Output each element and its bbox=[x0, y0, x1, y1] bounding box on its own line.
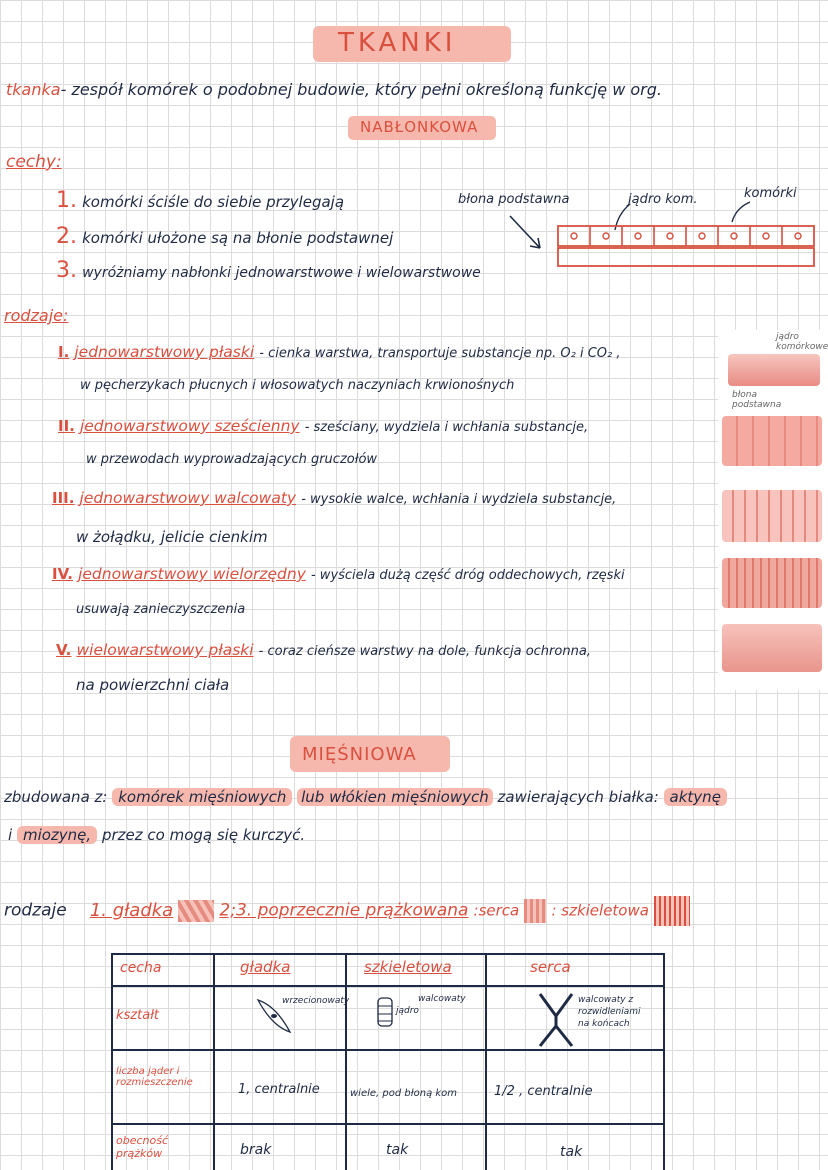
muscle-type-heart: :serca bbox=[473, 901, 520, 920]
type-name: jednowarstwowy walcowaty bbox=[79, 489, 297, 507]
type-desc: - wysokie walce, wchłania i wydziela substancje, bbox=[301, 492, 617, 507]
muscle-highlight-actin: aktynę bbox=[664, 788, 727, 806]
page-title: TKANKI bbox=[338, 28, 457, 58]
type-number: II. bbox=[58, 417, 75, 435]
muscle-type-skeletal: : szkieletowa bbox=[551, 901, 649, 920]
skeletal-cell-sketch bbox=[376, 996, 396, 1028]
epithelium-type-2 bbox=[58, 416, 588, 435]
definition-term: tkanka bbox=[6, 80, 61, 99]
stratified-squamous-illustration bbox=[722, 624, 822, 672]
table-header-heart: serca bbox=[530, 958, 571, 976]
skeletal-muscle-thumb bbox=[654, 896, 690, 926]
cuboidal-illustration bbox=[722, 416, 822, 466]
diagram-label-membrane: błona podstawna bbox=[458, 192, 570, 207]
muscle-text: przez co mogą się kurczyć. bbox=[101, 826, 306, 844]
types-label: rodzaje: bbox=[4, 306, 69, 325]
type-desc: - sześciany, wydziela i wchłania substancje, bbox=[304, 420, 589, 435]
muscle-description-line2 bbox=[8, 826, 305, 844]
feature-text: komórki ściśle do siebie przylegają bbox=[82, 193, 345, 211]
muscle-text: zawierających białka: bbox=[497, 788, 659, 806]
definition bbox=[6, 80, 662, 99]
type-number: III. bbox=[52, 489, 75, 507]
photo-label-membrane: błona podstawna bbox=[732, 390, 782, 410]
muscle-highlight-myosin: miozynę, bbox=[17, 826, 97, 844]
skeletal-nucleus-text: jądro bbox=[396, 1006, 419, 1016]
epithelium-type-1 bbox=[58, 342, 621, 361]
squamous-illustration bbox=[728, 354, 820, 386]
epithelium-type-3 bbox=[52, 488, 616, 507]
skeletal-striations: tak bbox=[386, 1142, 409, 1158]
type-location: w pęcherzykach płucnych i włosowatych naczyniach krwionośnych bbox=[80, 378, 515, 393]
features-label: cechy: bbox=[6, 152, 62, 172]
photo-label-nucleus: jądro komórkowe bbox=[776, 332, 828, 352]
type-name: wielowarstwowy płaski bbox=[76, 641, 254, 659]
feature-1 bbox=[56, 188, 344, 213]
type-desc: - wyściela dużą część dróg oddechowych, rzęski bbox=[310, 568, 625, 583]
type-name: jednowarstwowy sześcienny bbox=[79, 417, 300, 435]
type-number: V. bbox=[56, 641, 72, 659]
muscle-text: i bbox=[8, 826, 13, 844]
definition-text: - zespół komórek o podobnej budowie, który pełni określoną funkcję w org. bbox=[60, 80, 662, 99]
smooth-nuclei: 1, centralnie bbox=[238, 1082, 320, 1097]
muscle-types bbox=[4, 896, 690, 926]
diagram-label-nucleus: jądro kom. bbox=[628, 192, 698, 207]
pseudostratified-illustration bbox=[722, 558, 822, 608]
feature-text: komórki ułożone są na błonie podstawnej bbox=[82, 229, 394, 247]
heart-nuclei: 1/2 , centralnie bbox=[494, 1084, 593, 1099]
heart-muscle-thumb bbox=[524, 899, 546, 923]
epithelium-illustrations bbox=[718, 330, 828, 690]
skeletal-nuclei: wiele, pod błoną kom bbox=[350, 1088, 458, 1099]
epithelial-heading: NABŁONKOWA bbox=[360, 118, 479, 136]
columnar-illustration bbox=[722, 490, 822, 542]
heart-shape-text: walcowaty z rozwidleniami na końcach bbox=[578, 995, 641, 1029]
type-number: IV. bbox=[52, 565, 73, 583]
heart-cell-sketch bbox=[536, 992, 576, 1048]
feature-text: wyróżniamy nabłonki jednowarstwowe i wielowarstwowe bbox=[82, 265, 481, 281]
muscle-highlight-cells: komórek mięśniowych bbox=[112, 788, 292, 806]
row-label-shape: kształt bbox=[116, 1008, 160, 1023]
epithelium-type-5 bbox=[56, 640, 591, 659]
epithelium-type-4 bbox=[52, 564, 625, 583]
feature-num: 2. bbox=[56, 224, 77, 249]
table-header-skeletal: szkieletowa bbox=[364, 958, 452, 976]
type-location: usuwają zanieczyszczenia bbox=[76, 602, 246, 617]
muscle-type-smooth: 1. gładka bbox=[89, 899, 174, 921]
row-label-nuclei: liczba jąder i rozmieszczenie bbox=[116, 1066, 193, 1088]
type-desc: - cienka warstwa, transportuje substancje np. O₂ i CO₂ , bbox=[259, 346, 621, 361]
type-location: w żołądku, jelicie cienkim bbox=[76, 528, 268, 546]
type-desc: - coraz cieńsze warstwy na dole, funkcja ochronna, bbox=[258, 644, 591, 659]
muscle-description-line1 bbox=[4, 788, 727, 806]
muscle-type-striated: 2;3. poprzecznie prążkowana bbox=[219, 900, 469, 921]
muscle-table bbox=[110, 952, 666, 1170]
muscle-text: zbudowana z: bbox=[4, 788, 108, 806]
epithelium-sketch bbox=[500, 196, 820, 272]
type-number: I. bbox=[58, 343, 70, 361]
type-location: na powierzchni ciała bbox=[76, 676, 230, 694]
feature-num: 3. bbox=[56, 258, 77, 283]
muscle-text: lub włókien mięśniowych bbox=[297, 788, 493, 806]
muscle-heading: MIĘŚNIOWA bbox=[302, 744, 417, 765]
feature-3 bbox=[56, 258, 481, 283]
type-name: jednowarstwowy wielorzędny bbox=[78, 565, 306, 583]
muscle-types-label: rodzaje bbox=[4, 900, 67, 921]
smooth-shape-text: wrzecionowaty bbox=[282, 996, 350, 1006]
feature-2 bbox=[56, 224, 393, 249]
heart-striations: tak bbox=[560, 1144, 583, 1160]
type-name: jednowarstwowy płaski bbox=[74, 343, 255, 361]
feature-num: 1. bbox=[56, 188, 77, 213]
table-header-smooth: gładka bbox=[240, 958, 291, 976]
diagram-label-cells: komórki bbox=[744, 186, 797, 201]
row-label-striations: obecność prążków bbox=[116, 1134, 169, 1160]
smooth-muscle-thumb bbox=[178, 900, 214, 922]
smooth-striations: brak bbox=[240, 1142, 272, 1158]
skeletal-shape-text: walcowaty bbox=[418, 994, 466, 1004]
type-location: w przewodach wyprowadzających gruczołów bbox=[86, 452, 378, 467]
table-header-feature: cecha bbox=[120, 960, 162, 976]
